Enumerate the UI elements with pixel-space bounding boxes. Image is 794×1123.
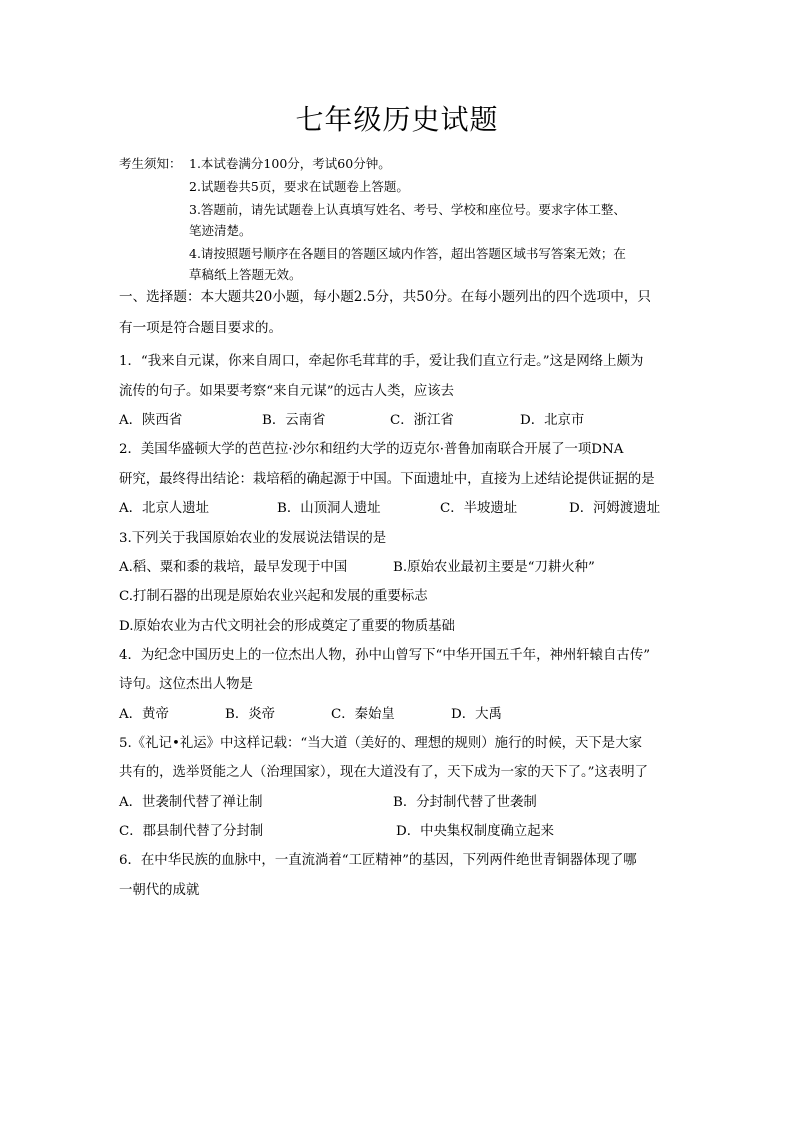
notice-label: 考生须知： [119,156,182,171]
question-6-stem-cont: 一朝代的成就 [119,883,200,898]
question-1-stem: 1．“我来自元谋，你来自周口，牵起你毛茸茸的手，爱让我们直立行走。”这是网络上颇为 [119,354,644,369]
notice-line: 笔迹清楚。 [189,223,252,238]
question-2-option-b: B．山顶洞人遗址 [277,501,381,516]
notice-line: 4.请按照题号顺序在各题目的答题区域内作答，超出答题区域书写答案无效；在 [189,246,626,261]
question-1-option-a: A．陕西省 [119,413,183,428]
question-3-stem: 3.下列关于我国原始农业的发展说法错误的是 [119,531,387,546]
question-1-option-b: B．云南省 [262,413,326,428]
question-1-stem-cont: 流传的句子。如果要考察“来自元谋”的远古人类，应该去 [119,384,455,399]
question-2-stem: 2．美国华盛顿大学的芭芭拉·沙尔和纽约大学的迈克尔·普鲁加南联合开展了一项DNA [119,442,624,457]
question-3-option-d: D.原始农业为古代文明社会的形成奠定了重要的物质基础 [119,619,455,634]
notice-line: 2.试题卷共5页，要求在试题卷上答题。 [189,179,409,194]
question-3-option-c: C.打制石器的出现是原始农业兴起和发展的重要标志 [119,589,428,604]
notice-line: 1.本试卷满分100分，考试60分钟。 [189,156,391,171]
question-2-option-c: C．半坡遗址 [440,501,518,516]
question-5-option-a: A．世袭制代替了禅让制 [119,795,263,810]
section-heading-cont: 有一项是符合题目要求的。 [119,320,283,336]
question-4-stem: 4．为纪念中国历史上的一位杰出人物，孙中山曾写下“中华开国五千年，神州轩辕自古传” [119,648,651,663]
question-2-option-a: A．北京人遗址 [119,501,210,516]
question-3-option-a: A.稻、粟和黍的栽培，最早发现于中国 [119,560,348,575]
question-1-option-c: C．浙江省 [390,413,454,428]
section-heading: 一、选择题：本大题共20小题，每小题2.5分，共50分。在每小题列出的四个选项中，只 [119,289,651,305]
question-2-stem-cont: 研究，最终得出结论：栽培稻的确起源于中国。下面遗址中，直接为上述结论提供证据的是 [119,472,655,487]
question-5-option-d: D．中央集权制度确立起来 [396,824,555,839]
question-4-option-c: C．秦始皇 [331,707,395,722]
notice-line: 草稿纸上答题无效。 [189,267,302,282]
notice-line: 3.答题前，请先试题卷上认真填写姓名、考号、学校和座位号。要求字体工整、 [189,202,626,217]
question-6-stem: 6．在中华民族的血脉中，一直流淌着“工匠精神”的基因，下列两件绝世青铜器体现了哪 [119,853,637,868]
question-5-stem-cont: 共有的，选举贤能之人（治理国家），现在大道没有了，天下成为一家的天下了。”这表明了 [119,765,649,780]
question-1-option-d: D．北京市 [520,413,585,428]
question-4-stem-cont: 诗句。这位杰出人物是 [119,677,253,692]
page-title: 七年级历史试题 [295,103,499,136]
question-4-option-d: D．大禹 [451,707,502,722]
question-2-option-d: D．河姆渡遗址 [569,501,661,516]
question-4-option-a: A．黄帝 [119,707,169,722]
question-5-option-c: C．郡县制代替了分封制 [119,824,264,839]
question-5-option-b: B．分封制代替了世袭制 [393,795,537,810]
question-4-option-b: B．炎帝 [225,707,276,722]
question-5-stem: 5.《礼记•礼运》中这样记载：“当大道（美好的、理想的规则）施行的时候，天下是大家 [119,736,642,751]
question-3-option-b: B.原始农业最初主要是“刀耕火种” [393,560,595,575]
